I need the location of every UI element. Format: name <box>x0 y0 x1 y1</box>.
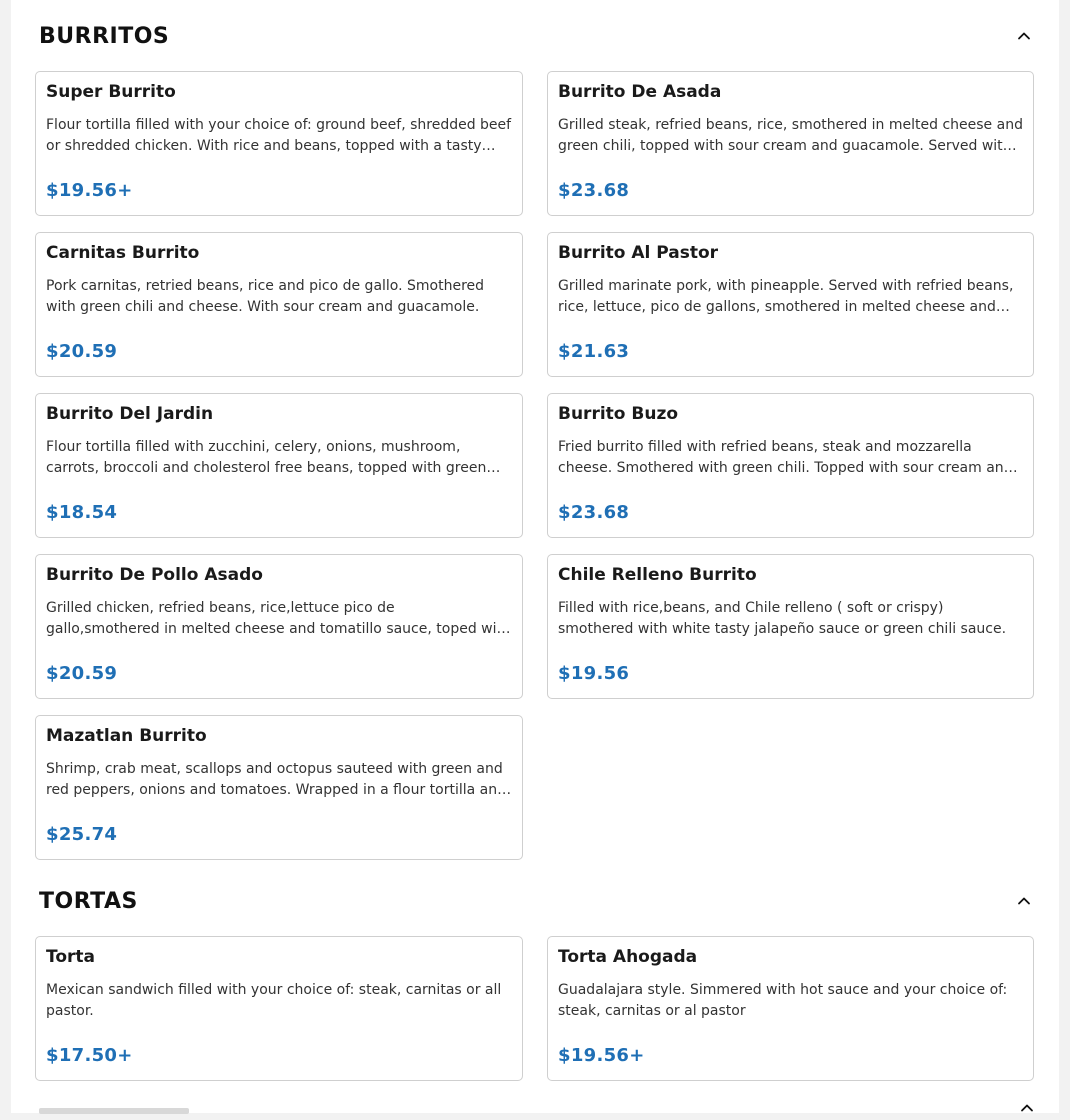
menu-item-card[interactable] <box>547 71 1034 216</box>
item-name: Torta Ahogada <box>558 947 698 967</box>
next-section-header-peek <box>39 1100 1035 1120</box>
menu-item-card[interactable] <box>547 393 1034 538</box>
item-price: $20.59 <box>46 663 118 684</box>
item-price: $25.74 <box>46 824 118 845</box>
menu-grid-tortas <box>35 936 1034 1081</box>
item-name: Burrito De Asada <box>558 82 722 102</box>
menu-item-card[interactable] <box>35 554 523 699</box>
menu-item-card[interactable] <box>35 715 523 860</box>
item-description: Shrimp, crab meat, scallops and octopus sauteed with green and red peppers, onions and tomatoes. Wrapped in a flour tortilla an… <box>46 761 512 798</box>
item-price: $18.54 <box>46 502 118 523</box>
menu-item-card[interactable] <box>35 232 523 377</box>
item-price: $23.68 <box>558 502 630 523</box>
item-name: Burrito Buzo <box>558 404 679 424</box>
item-name: Torta <box>46 947 95 967</box>
item-name: Burrito Al Pastor <box>558 243 719 263</box>
menu-item-card[interactable] <box>547 936 1034 1081</box>
menu-page <box>11 0 1059 1113</box>
item-price: $19.56+ <box>46 180 133 201</box>
item-description: Grilled marinate pork, with pineapple. Served with refried beans, rice, lettuce, pico de gallons, smothered in melted cheese and… <box>558 278 1014 315</box>
item-name: Super Burrito <box>46 82 176 102</box>
item-description: Grilled chicken, refried beans, rice,lettuce pico de gallo,smothered in melted cheese and tomatillo sauce, toped wi… <box>46 600 511 637</box>
item-price: $17.50+ <box>46 1045 133 1066</box>
menu-item-card[interactable] <box>35 936 523 1081</box>
collapse-button[interactable] <box>1013 890 1035 912</box>
chevron-up-icon <box>1016 28 1032 44</box>
item-description: Pork carnitas, retried beans, rice and pico de gallo. Smothered with green chili and cheese. With sour cream and guacamole. <box>46 278 485 315</box>
chevron-up-icon <box>1019 1100 1035 1116</box>
item-description: Flour tortilla filled with your choice of: ground beef, shredded beef or shredded chicken. With rice and beans, topped with a tasty… <box>46 117 512 154</box>
item-price: $20.59 <box>46 341 118 362</box>
item-price: $19.56 <box>558 663 630 684</box>
collapse-button[interactable] <box>1013 25 1035 47</box>
menu-grid-burritos <box>35 71 1034 860</box>
item-description: Fried burrito filled with refried beans, steak and mozzarella cheese. Smothered with green chili. Topped with sour cream an… <box>558 439 1018 476</box>
item-name: Carnitas Burrito <box>46 243 200 263</box>
item-price: $23.68 <box>558 180 630 201</box>
chevron-up-icon <box>1016 893 1032 909</box>
item-name: Burrito Del Jardin <box>46 404 214 424</box>
menu-item-card[interactable] <box>547 554 1034 699</box>
item-price: $19.56+ <box>558 1045 645 1066</box>
section-header-tortas[interactable] <box>39 881 1035 921</box>
menu-item-card[interactable] <box>35 393 523 538</box>
section-header-burritos[interactable] <box>39 16 1035 56</box>
menu-item-card[interactable] <box>35 71 523 216</box>
item-name: Chile Relleno Burrito <box>558 565 757 585</box>
item-name: Mazatlan Burrito <box>46 726 207 746</box>
item-description: Filled with rice,beans, and Chile relleno ( soft or crispy) smothered with white tasty jalapeño sauce or green chili sauce. <box>558 600 1007 637</box>
next-section-title-peek <box>39 1108 189 1114</box>
item-description: Grilled steak, refried beans, rice, smothered in melted cheese and green chili, topped with sour cream and guacamole. Served wit… <box>558 117 1023 154</box>
item-description: Guadalajara style. Simmered with hot sauce and your choice of: steak, carnitas or al pastor <box>558 982 1008 1019</box>
section-title: BURRITOS <box>39 23 170 49</box>
item-name: Burrito De Pollo Asado <box>46 565 263 585</box>
item-price: $21.63 <box>558 341 630 362</box>
item-description: Flour tortilla filled with zucchini, celery, onions, mushroom, carrots, broccoli and cholesterol free beans, topped with green… <box>46 439 501 476</box>
item-description: Mexican sandwich filled with your choice of: steak, carnitas or all pastor. <box>46 982 502 1019</box>
menu-item-card[interactable] <box>547 232 1034 377</box>
section-title: TORTAS <box>39 888 138 914</box>
